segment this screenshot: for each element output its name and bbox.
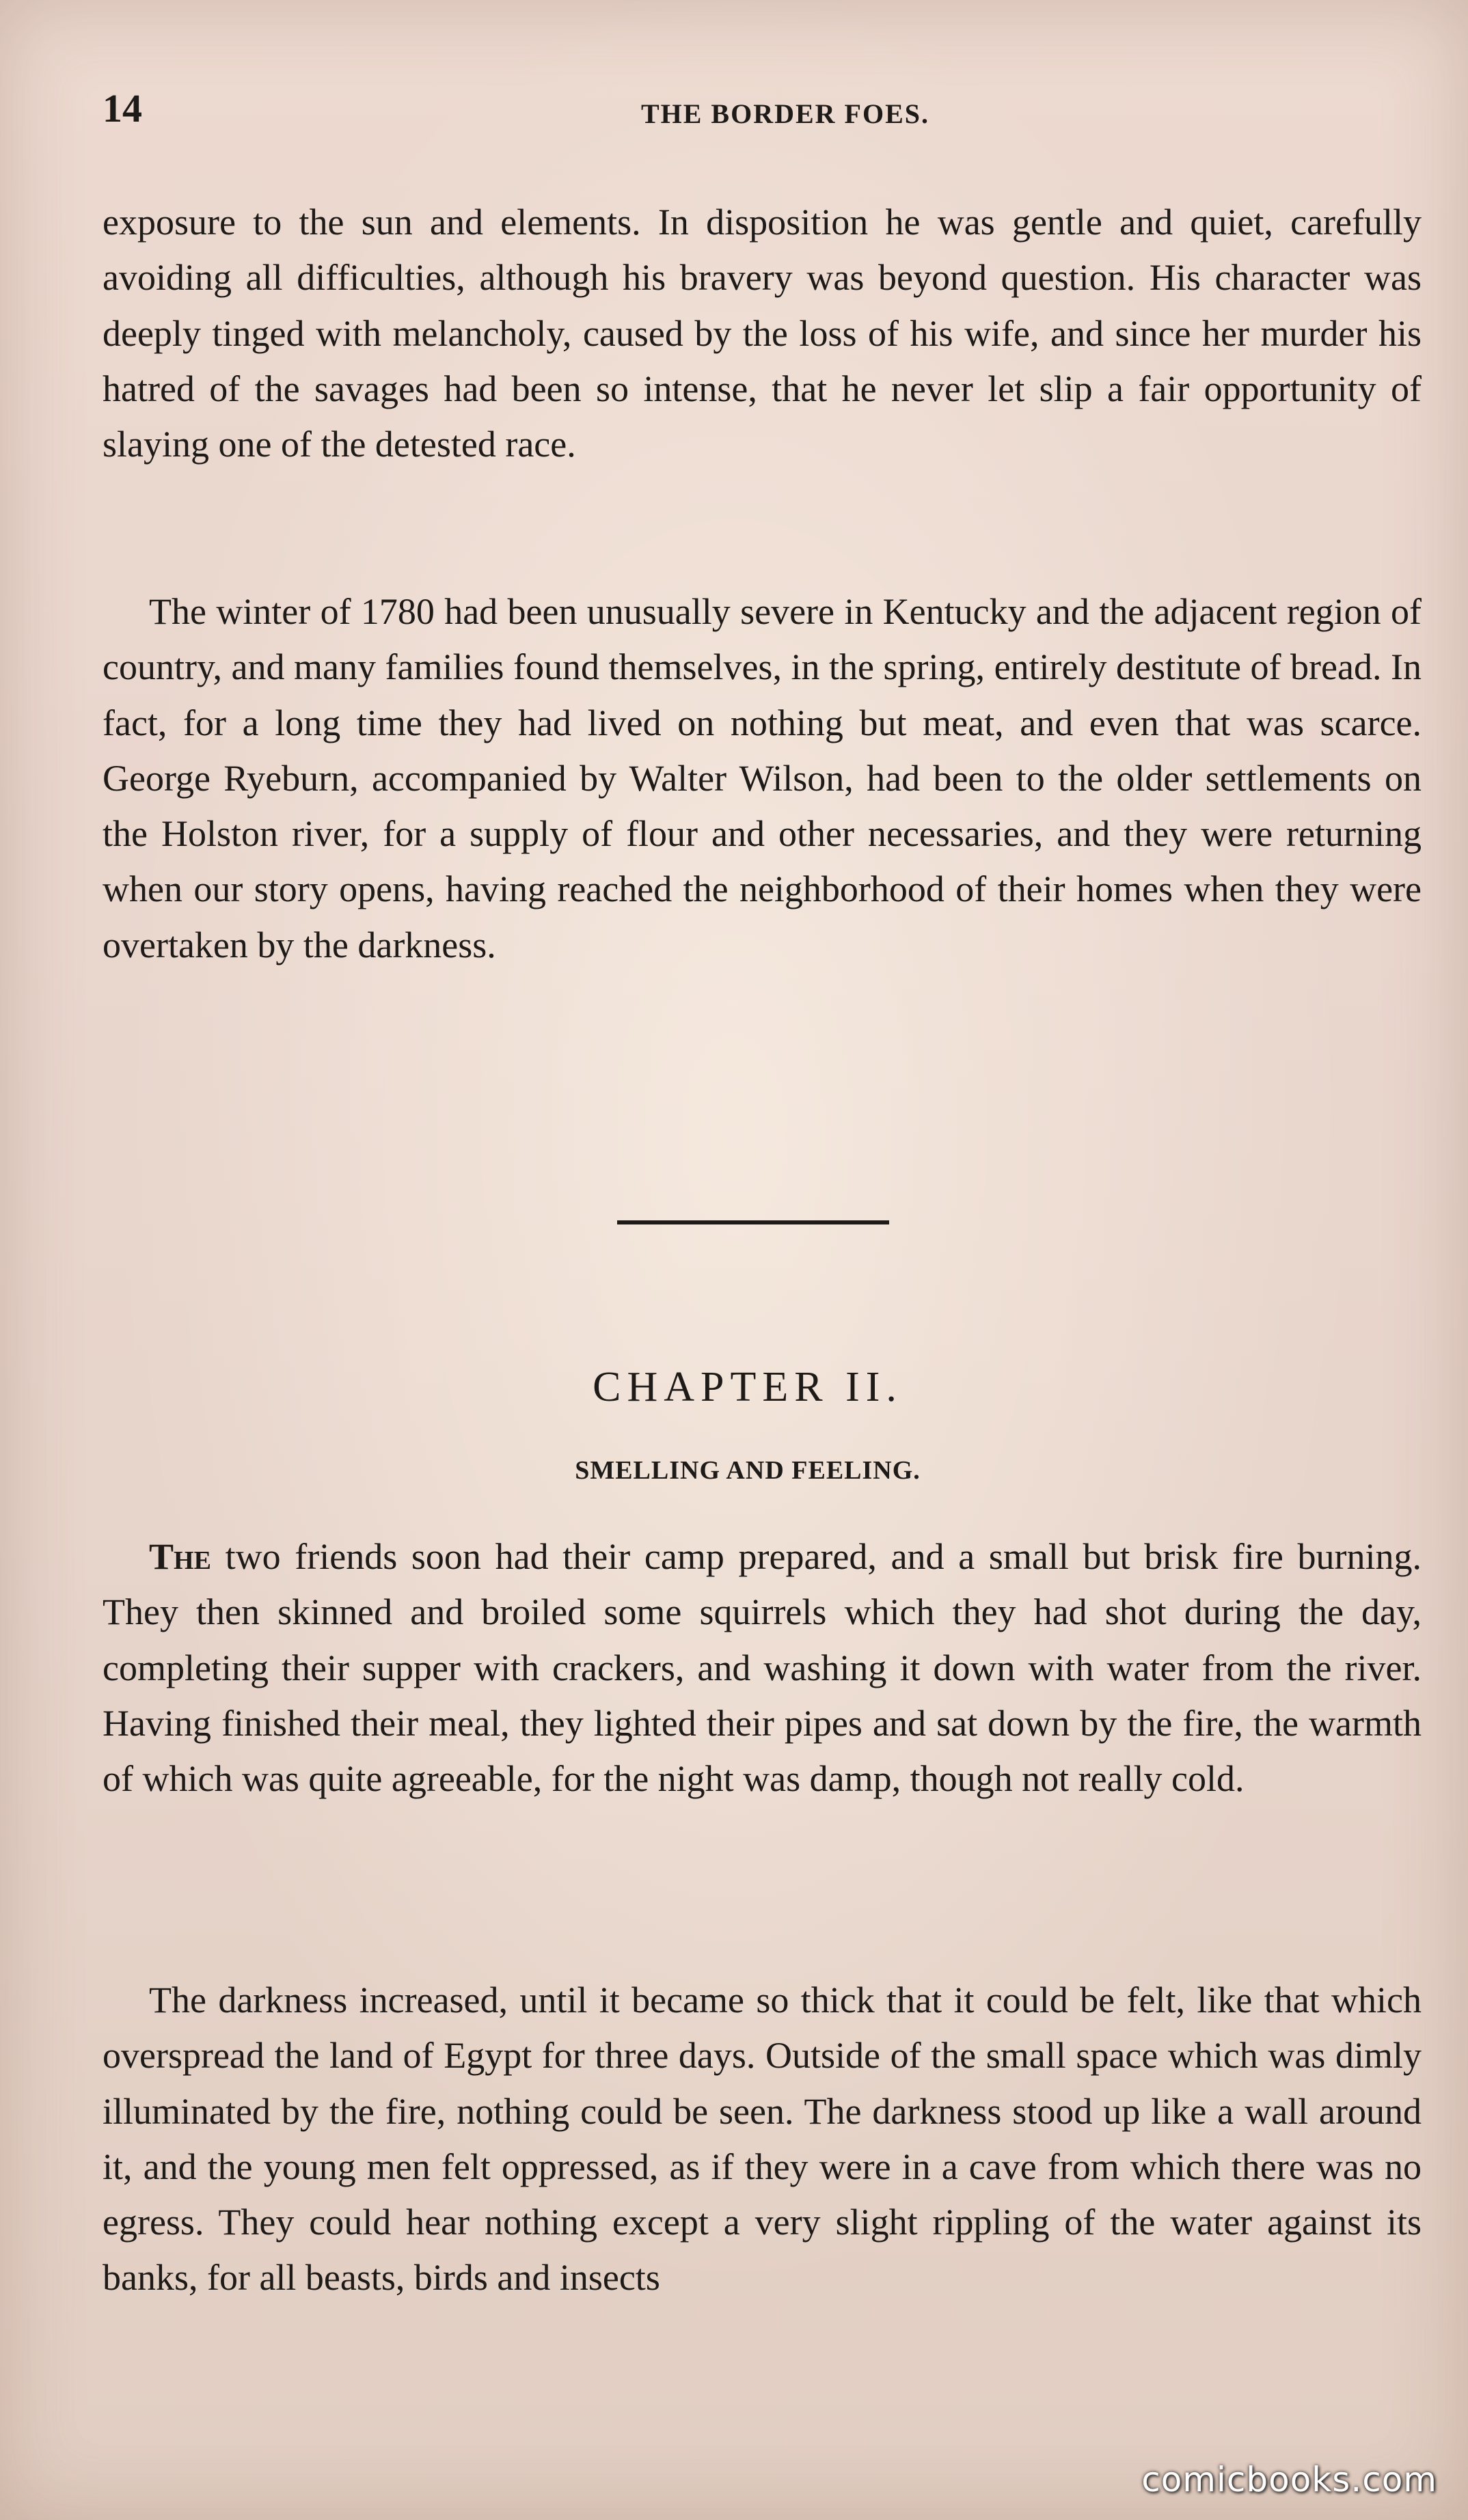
paragraph-3 [103, 1529, 1422, 1807]
section-divider [617, 1220, 889, 1224]
paragraph-1: exposure to the sun and elements. In disposition he was gentle and quiet, carefully avoiding all difficulties, although his bravery was beyond question. His character was deeply tinged with melancholy, caused by the loss of his wife, and since her murder his hatred of the savages had been so intense, that he never let slip a fair opportunity of slaying one of the detested race. [103, 202, 1422, 465]
paragraph-3-lead-word: The [149, 1536, 211, 1577]
chapter-title: CHAPTER II. [593, 1364, 903, 1410]
watermark: comicbooks.com [1141, 2460, 1437, 2500]
chapter-subtitle: SMELLING AND FEELING. [575, 1456, 921, 1485]
page-number: 14 [103, 86, 142, 131]
paragraph-4: The darkness increased, until it became so thick that it could be felt, like that which overspread the land of Egypt for three days. Outside of the small space which was dimly illuminated by the fire, nothing could be seen. The darkness stood up like a wall around it, and the young men felt oppressed, as if they were in a cave from which there was no egress. They could hear nothing except a very slight rippling of the water against its banks, for all beasts, birds and insects [103, 1980, 1422, 2299]
running-head: THE BORDER FOES. [640, 98, 930, 129]
paragraph-2: The winter of 1780 had been unusually severe in Kentucky and the adjacent region of country, and many families found themselves, in the spring, entirely destitute of bread. In fact, for a long time they had lived on nothing but meat, and even that was scarce. George Ryeburn, accompanied by Walter Wilson, had been to the older settlements on the Holston river, for a supply of flour and other necessaries, and they were returning when our story opens, having reached the neighborhood of their homes when they were overtaken by the darkness. [103, 591, 1422, 965]
paragraph-3-text: two friends soon had their camp prepared, and a small but brisk fire burning. They then skinned and broiled some squirrels which they had shot during the day, completing their supper with crackers, and washing it down with water from the river. Having finished their meal, they lighted their pipes and sat down by the fire, the warmth of which was quite agreeable, for the night was damp, though not really cold. [103, 1536, 1422, 1800]
page-header [103, 85, 1427, 140]
